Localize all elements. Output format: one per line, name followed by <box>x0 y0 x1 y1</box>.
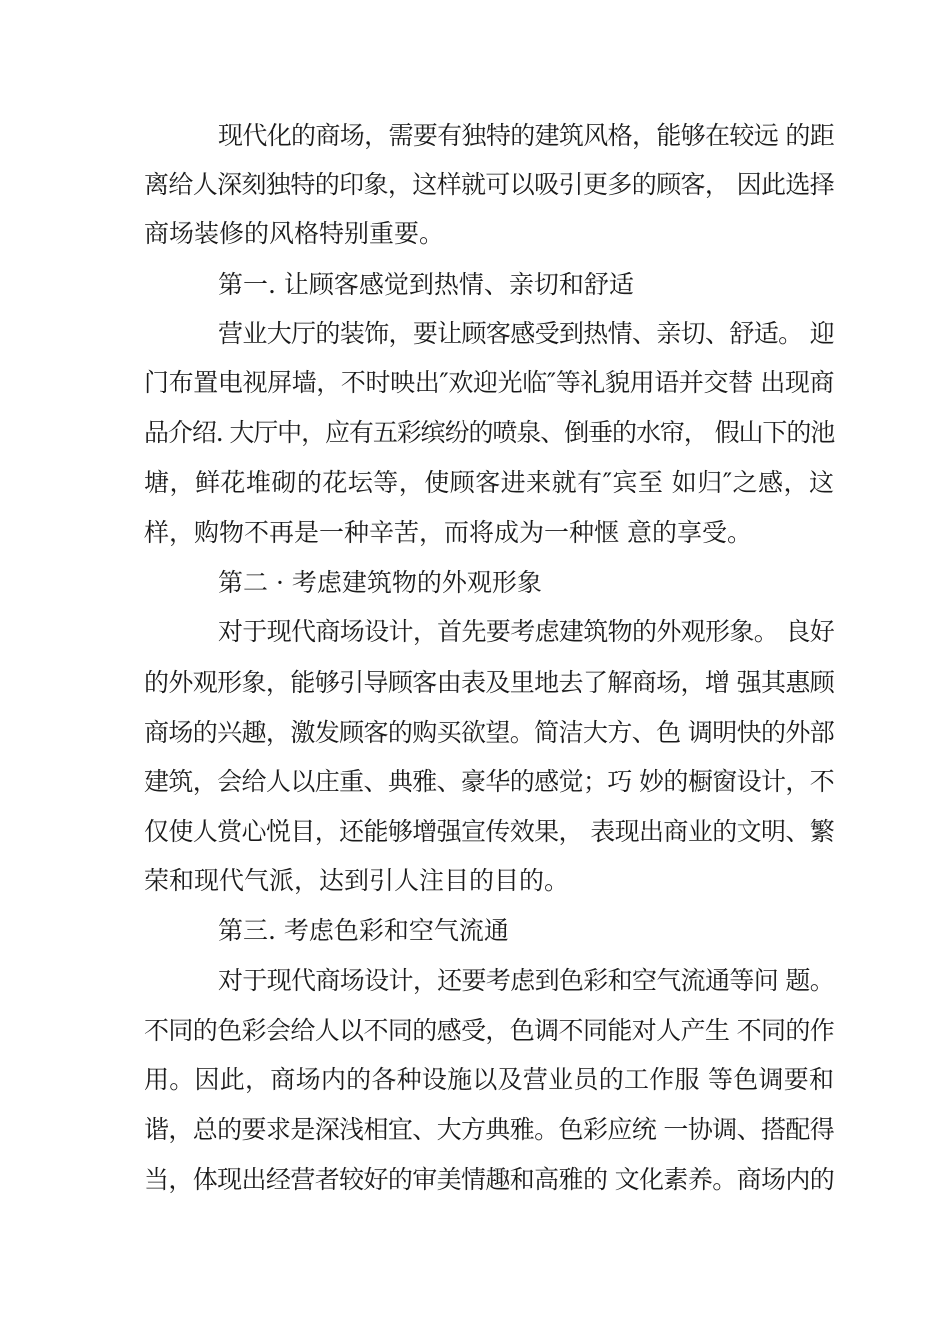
text-line: 谐，总的要求是深浅相宜、大方典雅。色彩应统 一协调、搭配得 <box>144 1115 834 1144</box>
section-heading: 第二 · 考虑建筑物的外观形象 <box>218 568 542 597</box>
text-line: 样，购物不再是一种辛苦，而将成为一种惬 意的享受。 <box>144 518 752 547</box>
text-line: 商场装修的风格特别重要。 <box>144 219 445 248</box>
text-line: 仅使人赏心悦目，还能够增强宣传效果， 表现出商业的文明、繁 <box>144 817 834 846</box>
text-line: 品介绍. 大厅中，应有五彩缤纷的喷泉、倒垂的水帘， 假山下的池 <box>144 418 834 447</box>
text-line: 现代化的商场，需要有独特的建筑风格，能够在较远 的距 <box>218 121 834 150</box>
section-heading: 第三. 考虑色彩和空气流通 <box>218 916 509 945</box>
text-line: 塘，鲜花堆砌的花坛等，使顾客进来就有″宾至 如归″之感，这 <box>144 468 834 497</box>
text-line: 对于现代商场设计，还要考虑到色彩和空气流通等问 题。 <box>218 966 834 995</box>
text-line: 建筑，会给人以庄重、典雅、豪华的感觉；巧 妙的橱窗设计，不 <box>144 767 834 796</box>
text-line: 用。因此，商场内的各种设施以及营业员的工作服 等色调要和 <box>144 1065 834 1094</box>
text-line: 商场的兴趣，激发顾客的购买欲望。简洁大方、色 调明快的外部 <box>144 718 834 747</box>
section-heading: 第一. 让顾客感觉到热情、亲切和舒适 <box>218 270 634 299</box>
text-line: 门布置电视屏墙，不时映出″欢迎光临″等礼貌用语并交替 出现商 <box>144 368 834 397</box>
text-line: 离给人深刻独特的印象，这样就可以吸引更多的顾客， 因此选择 <box>144 170 834 199</box>
text-line: 对于现代商场设计，首先要考虑建筑物的外观形象。 良好 <box>218 617 834 646</box>
text-line: 不同的色彩会给人以不同的感受，色调不同能对人产生 不同的作 <box>144 1016 834 1045</box>
text-line: 荣和现代气派，达到引人注目的目的。 <box>144 866 570 895</box>
text-line: 当，体现出经营者较好的审美情趣和高雅的 文化素养。商场内的 <box>144 1165 834 1194</box>
text-line: 营业大厅的装饰，要让顾客感受到热情、亲切、舒适。 迎 <box>218 319 834 348</box>
text-line: 的外观形象，能够引导顾客由表及里地去了解商场，增 强其惠顾 <box>144 668 834 697</box>
